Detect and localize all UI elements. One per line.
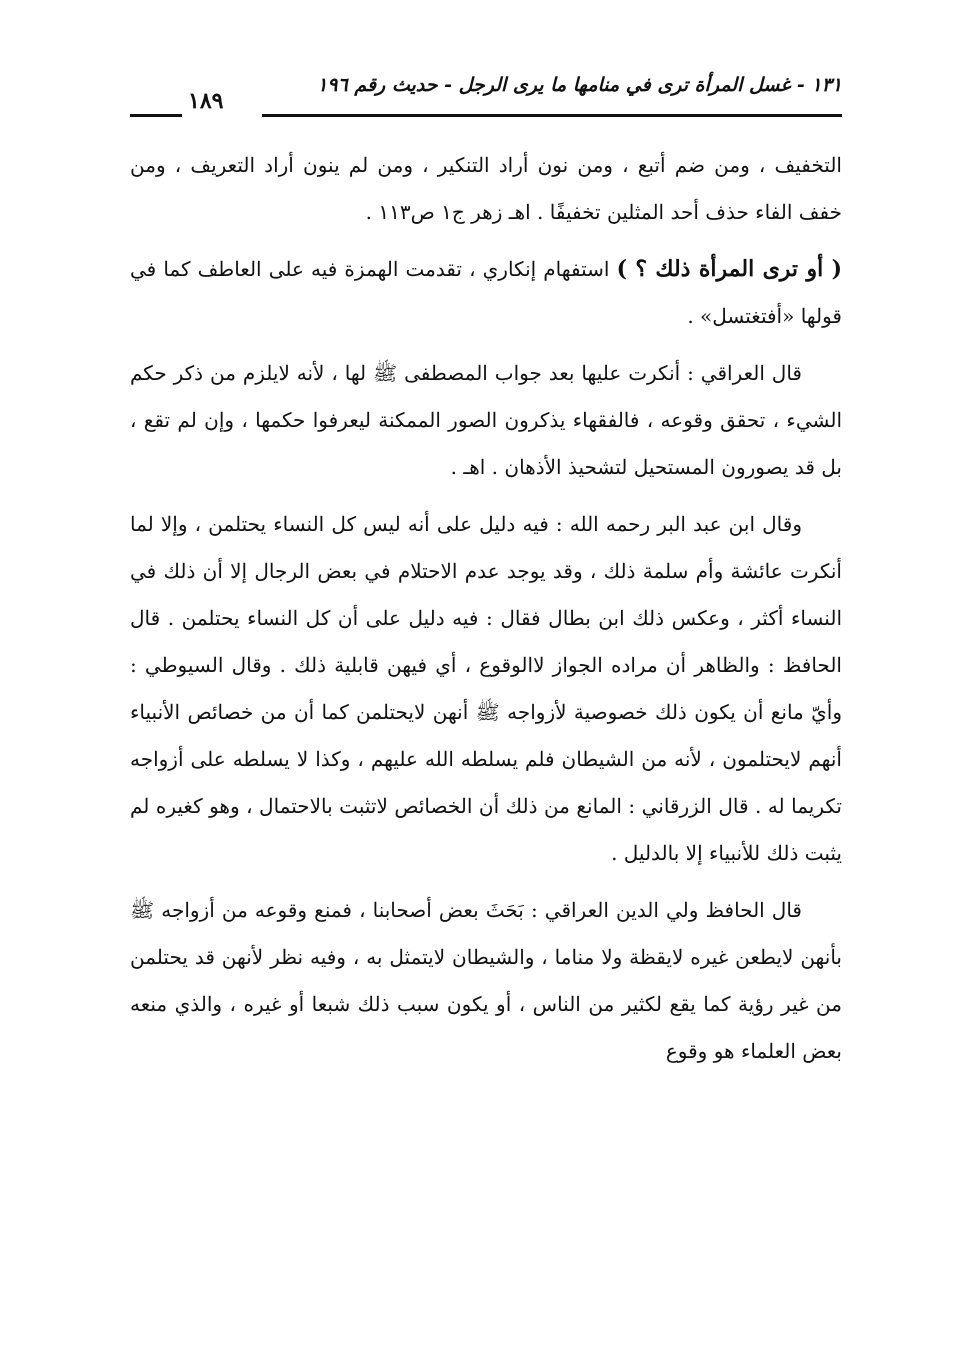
paragraph-text: استفهام إنكاري ، تقدمت الهمزة فيه على العاطف كما في قولها «أفتغتسل» . [130,257,842,328]
paragraph-hadith-phrase [130,246,842,340]
page-number: ١٨٩ [188,88,224,114]
paragraph-text: التخفيف ، ومن ضم أتبع ، ومن نون أراد التنكير ، ومن لم ينون أراد التعريف ، ومن خفف الفاء حذف أحد المثلين تخفيفًا . اهـ زهر ج١ ص١١٣ . [130,153,842,224]
paragraph-text: وقال ابن عبد البر رحمه الله : فيه دليل على أنه ليس كل النساء يحتلمن ، وإلا لما أنكرت عائشة وأم سلمة ذلك ، وقد يوجد عدم الاحتلام في بعض الرجال إلا أن ذلك في النساء أكثر ، وعكس ذلك ابن بطال فقال : فيه دليل على أن كل النساء يحتلمن . قال الحافظ : والظاهر أن مراده الجواز لاالوقوع ، أي فيهن قابلية ذلك . وقال السيوطي : وأيّ مانع أن يكون ذلك خصوصية لأزواجه ﷺ أنهن لايحتلمن كما أن من خصائص الأنبياء أنهم لايحتلمون ، لأنه من الشيطان فلم يسلطه الله عليهم ، وكذا لا يسلطه على أزواجه تكريما له . قال الزرقاني : المانع من ذلك أن الخصائص لاتثبت بالاحتمال ، وهو كغيره لم يثبت ذلك للأنبياء إلا بالدليل . [130,512,842,865]
running-header [130,70,842,120]
paragraph-text: قال العراقي : أنكرت عليها بعد جواب المصطفى ﷺ لها ، لأنه لايلزم من ذكر حكم الشيء ، تحقق وقوعه ، فالفقهاء يذكرون الصور الممكنة ليعرفوا حكمها ، وإن لم تقع ، بل قد يصورون المستحيل لتشحيذ الأذهان . اهـ . [130,361,842,479]
paragraph-continuation [130,142,842,236]
paragraph-text: قال الحافظ ولي الدين العراقي : بَحَثَ بعض أصحابنا ، فمنع وقوعه من أزواجه ﷺ بأنهن لايطعن غيره لايقظة ولا مناما ، والشيطان لايتمثل به ، وفيه نظر لأنهن قد يحتلمن من غير رؤية كما يقع لكثير من الناس ، أو يكون سبب ذلك شبعا أو غيره ، والذي منعه بعض العلماء هو وقوع [130,898,842,1063]
hadith-phrase: ( أو ترى المرأة ذلك ؟ ) [616,256,842,282]
chapter-title: ١٣١ - غسل المرأة ترى في منامها ما يرى الرجل - حديث رقم ١٩٦ [317,74,842,96]
paragraph-iraqi [130,350,842,491]
paragraph-hafiz-wali-al-din [130,887,842,1075]
page-body [130,142,842,1085]
paragraph-ibn-abd-al-barr [130,501,842,877]
